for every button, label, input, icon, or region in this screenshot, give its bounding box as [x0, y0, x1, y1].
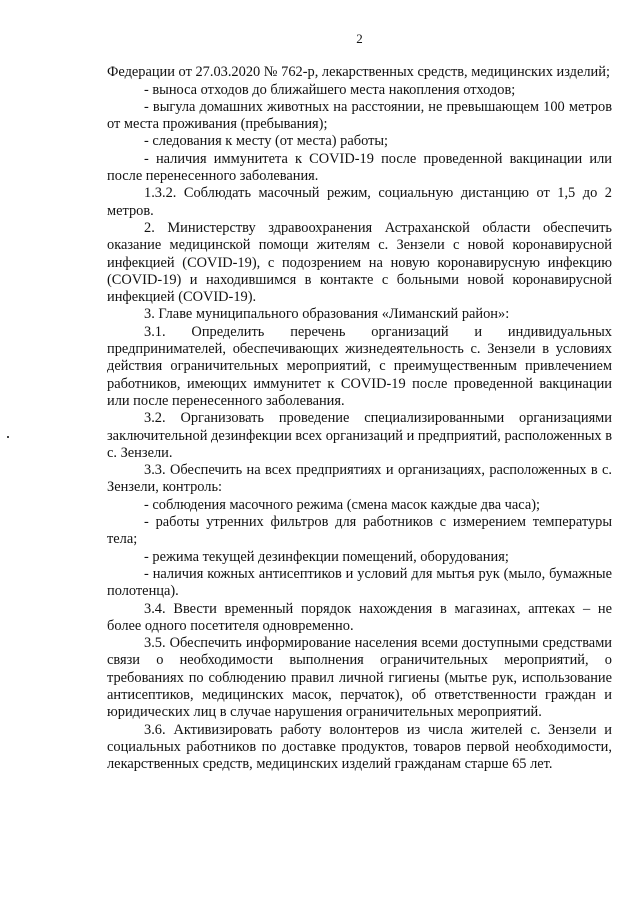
paragraph-continuation: Федерации от 27.03.2020 № 762-р, лекарственных средств, медицинских изделий;: [107, 64, 610, 81]
list-item-work: - следования к месту (от места) работы;: [144, 133, 389, 150]
clause-3-5: 3.5. Обеспечить информирование населения всеми доступными средствами связи о необходимости выполнения ограничительных мероприятий, о требованиях по соблюдению правил личной гигиены (мытье рук, использование антисептиков, медицинских масок, перчаток), об ответственности граждан и юридических лиц в случае нарушения ограничительных мероприятий.: [107, 635, 612, 721]
clause-3-6: 3.6. Активизировать работу волонтеров из числа жителей с. Зензели и социальных работников по доставке продуктов, товаров первой необходимости, лекарственных средств, медицинских изделий гражданам старше 65 лет.: [107, 721, 612, 773]
clause-2: 2. Министерству здравоохранения Астраханской области обеспечить оказание медицинской помощи жителям с. Зензели с новой коронавирусной инфекцией (COVID-19), с подозрением на новую коронавирусную инфекцию (COVID-19) и находившимся в контакте с больными новой коронавирусной инфекцией (COVID-19).: [107, 219, 612, 306]
list-item-waste: - выноса отходов до ближайшего места накопления отходов;: [144, 81, 516, 98]
scan-edge-mark: [7, 436, 9, 438]
list-item-disinfection: - режима текущей дезинфекции помещений, оборудования;: [144, 548, 509, 565]
clause-3-4: 3.4. Ввести временный порядок нахождения в магазинах, аптеках – не более одного посетителя одновременно.: [107, 600, 612, 634]
page-number: 2: [356, 31, 363, 46]
clause-3: 3. Главе муниципального образования «Лиманский район»:: [144, 306, 510, 323]
clause-3-1: 3.1. Определить перечень организаций и индивидуальных предпринимателей, обеспечивающих жизнедеятельность с. Зензели в условиях действия ограничительных мероприятий, с преимущественным привлечением работников, имеющих иммунитет к COVID-19 после проведенной вакцинации или после перенесенного заболевания.: [107, 323, 612, 409]
clause-3-3: 3.3. Обеспечить на всех предприятиях и организациях, расположенных в с. Зензели, контроль:: [107, 462, 612, 496]
list-item-antiseptics: - наличия кожных антисептиков и условий для мытья рук (мыло, бумажные полотенца).: [107, 565, 612, 600]
list-item-immunity: - наличия иммунитета к COVID-19 после проведенной вакцинации или после перенесенного заболевания.: [107, 150, 612, 185]
clause-3-2: 3.2. Организовать проведение специализированными организациями заключительной дезинфекции всех организаций и предприятий, расположенных в с. Зензели.: [107, 410, 612, 461]
document-page: [107, 30, 612, 773]
clause-1-3-2: 1.3.2. Соблюдать масочный режим, социальную дистанцию от 1,5 до 2 метров.: [107, 185, 612, 219]
list-item-masks: - соблюдения масочного режима (смена масок каждые два часа);: [144, 496, 541, 513]
list-item-pets: - выгула домашних животных на расстоянии, не превышающем 100 метров от места проживания (пребывания);: [107, 98, 612, 133]
list-item-filters: - работы утренних фильтров для работников с измерением температуры тела;: [107, 514, 612, 548]
